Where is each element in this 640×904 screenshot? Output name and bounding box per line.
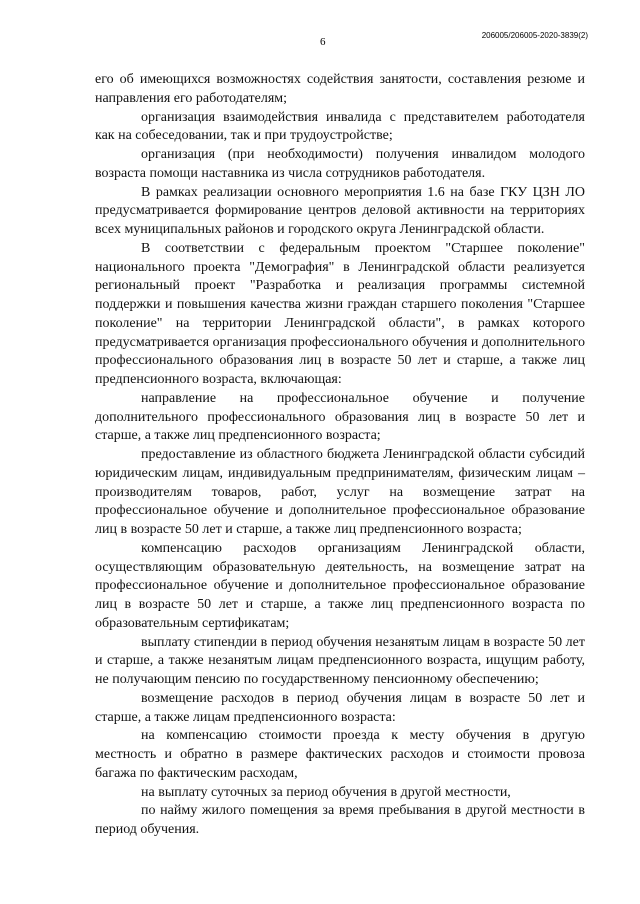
paragraph: направление на профессиональное обучение и получение дополнительного профессионального образования лиц в возрасте 50 лет и старше, а также лиц предпенсионного возраста; xyxy=(95,390,585,444)
paragraph: возмещение расходов в период обучения лицам в возрасте 50 лет и старше, а также лицам предпенсионного возраста: xyxy=(95,690,585,725)
document-body xyxy=(95,71,585,840)
paragraph: организация взаимодействия инвалида с представителем работодателя как на собеседовании, так и при трудоустройстве; xyxy=(95,109,585,144)
paragraph: его об имеющихся возможностях содействия занятости, составления резюме и направления его работодателям; xyxy=(95,72,585,106)
paragraph: выплату стипендии в период обучения незанятым лицам в возрасте 50 лет и старше, а также незанятым лицам предпенсионного возраста, ищущим работу, не получающим пенсию по государственному пенсионному обеспечению; xyxy=(95,634,585,687)
paragraph: на компенсацию стоимости проезда к месту обучения в другую местность и обратно в размере фактических расходов и стоимости провоза багажа по фактическим расходам, xyxy=(95,728,585,781)
paragraph: организация (при необходимости) получения инвалидом молодого возраста помощи наставника из числа сотрудников работодателя. xyxy=(95,147,585,181)
paragraph: В соответствии с федеральным проектом "Старшее поколение" национального проекта "Демография" в Ленинградской области реализуется региональный проект "Разработка и реализация программы системной поддержки и повышения качества жизни граждан старшего поколения "Старшее поколение" на территории Ленинградской области", в рамках которого предусматривается организация профессионального обучения и дополнительного профессионального образования лиц в возрасте 50 лет и старше, а также лиц предпенсионного возраста, включающая: xyxy=(95,240,585,387)
paragraph: на выплату суточных за период обучения в другой местности, xyxy=(141,784,511,800)
paragraph: В рамках реализации основного мероприятия 1.6 на базе ГКУ ЦЗН ЛО предусматривается формирование центров деловой активности на территориях всех муниципальных районов и городского округа Ленинградской области. xyxy=(95,184,585,237)
document-code: 206005/206005-2020-3839(2) xyxy=(481,31,588,40)
page-number: 6 xyxy=(320,36,326,48)
paragraph: предоставление из областного бюджета Ленинградской области субсидий юридическим лицам, индивидуальным предпринимателям, физическим лицам – производителям товаров, работ, услуг на возмещение затрат на профессиональное обучение и дополнительное профессиональное образование лиц в возрасте 50 лет и старше, а также лиц предпенсионного возраста; xyxy=(95,447,585,537)
paragraph: компенсацию расходов организациям Ленинградской области, осуществляющим образовательную деятельность, на возмещение затрат на профессиональное обучение и дополнительное профессиональное образование лиц в возрасте 50 лет и старше, а также лиц предпенсионного возраста по образовательным сертификатам; xyxy=(95,540,585,631)
paragraph: по найму жилого помещения за время пребывания в другой местности в период обучения. xyxy=(95,803,585,837)
